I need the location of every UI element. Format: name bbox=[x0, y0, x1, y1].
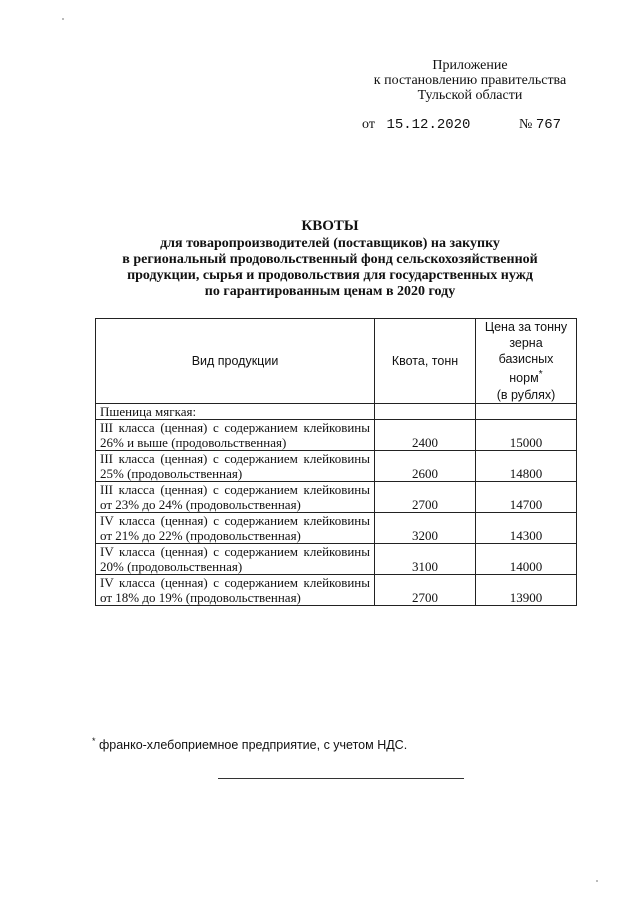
appendix-block bbox=[350, 58, 590, 103]
number-label: № bbox=[519, 117, 533, 132]
row-price: 14700 bbox=[476, 482, 577, 513]
document-title bbox=[100, 218, 560, 300]
footnote-mark: * bbox=[92, 736, 96, 746]
document-reference bbox=[362, 117, 562, 133]
row-product-name: IV класса (ценная) с содержанием клейковины 20% (продовольственная) bbox=[96, 544, 375, 575]
group-row bbox=[96, 404, 577, 420]
group-empty-cell bbox=[476, 404, 577, 420]
row-product-name: III класса (ценная) с содержанием клейковины 25% (продовольственная) bbox=[96, 451, 375, 482]
table-row bbox=[96, 451, 577, 482]
appendix-line2: к постановлению правительства bbox=[373, 73, 567, 88]
row-quota: 2700 bbox=[375, 575, 476, 606]
row-price: 13900 bbox=[476, 575, 577, 606]
row-price: 15000 bbox=[476, 420, 577, 451]
document-number: 767 bbox=[535, 117, 562, 133]
row-product-name: IV класса (ценная) с содержанием клейковины от 21% до 22% (продовольственная) bbox=[96, 513, 375, 544]
document-date: 15.12.2020 bbox=[386, 117, 471, 133]
appendix-line3: Тульской области bbox=[417, 88, 523, 103]
date-from-label: от bbox=[362, 117, 375, 132]
table-row bbox=[96, 513, 577, 544]
row-quota: 2600 bbox=[375, 451, 476, 482]
title-line1: для товаропроизводителей (поставщиков) на закупку bbox=[160, 236, 500, 251]
title-line3: продукции, сырья и продовольствия для государственных нужд bbox=[127, 268, 533, 283]
row-product-name: IV класса (ценная) с содержанием клейковины от 18% до 19% (продовольственная) bbox=[96, 575, 375, 606]
group-label: Пшеница мягкая: bbox=[96, 404, 375, 420]
appendix-line1: Приложение bbox=[432, 58, 508, 73]
header-product: Вид продукции bbox=[96, 319, 375, 404]
row-quota: 2700 bbox=[375, 482, 476, 513]
header-price bbox=[476, 319, 577, 404]
row-price: 14000 bbox=[476, 544, 577, 575]
header-price-line1: Цена за тонну bbox=[484, 320, 568, 335]
title-line4: по гарантированным ценам в 2020 году bbox=[204, 284, 456, 299]
table-row bbox=[96, 420, 577, 451]
footnote bbox=[92, 736, 407, 752]
row-quota: 2400 bbox=[375, 420, 476, 451]
scan-speck bbox=[62, 18, 64, 20]
group-empty-cell bbox=[375, 404, 476, 420]
table-row bbox=[96, 544, 577, 575]
row-quota: 3100 bbox=[375, 544, 476, 575]
row-price: 14800 bbox=[476, 451, 577, 482]
table-row bbox=[96, 575, 577, 606]
scan-speck bbox=[596, 880, 598, 882]
header-price-line5: (в рублях) bbox=[496, 387, 556, 402]
title-line2: в региональный продовольственный фонд сельскохозяйственной bbox=[122, 252, 538, 267]
quota-table bbox=[95, 318, 577, 606]
header-price-line4: норм bbox=[509, 371, 539, 386]
row-quota: 3200 bbox=[375, 513, 476, 544]
header-quota: Квота, тонн bbox=[375, 319, 476, 404]
header-price-line2: зерна bbox=[509, 336, 543, 351]
title-heading: КВОТЫ bbox=[301, 218, 359, 234]
row-price: 14300 bbox=[476, 513, 577, 544]
header-price-line3: базисных bbox=[498, 352, 554, 367]
table-header-row bbox=[96, 319, 577, 404]
row-product-name: III класса (ценная) с содержанием клейковины от 23% до 24% (продовольственная) bbox=[96, 482, 375, 513]
separator-line bbox=[218, 778, 464, 779]
row-product-name: III класса (ценная) с содержанием клейковины 26% и выше (продовольственная) bbox=[96, 420, 375, 451]
table-row bbox=[96, 482, 577, 513]
footnote-text: франко-хлебоприемное предприятие, с учетом НДС. bbox=[95, 738, 408, 753]
header-price-mark: * bbox=[538, 369, 543, 381]
